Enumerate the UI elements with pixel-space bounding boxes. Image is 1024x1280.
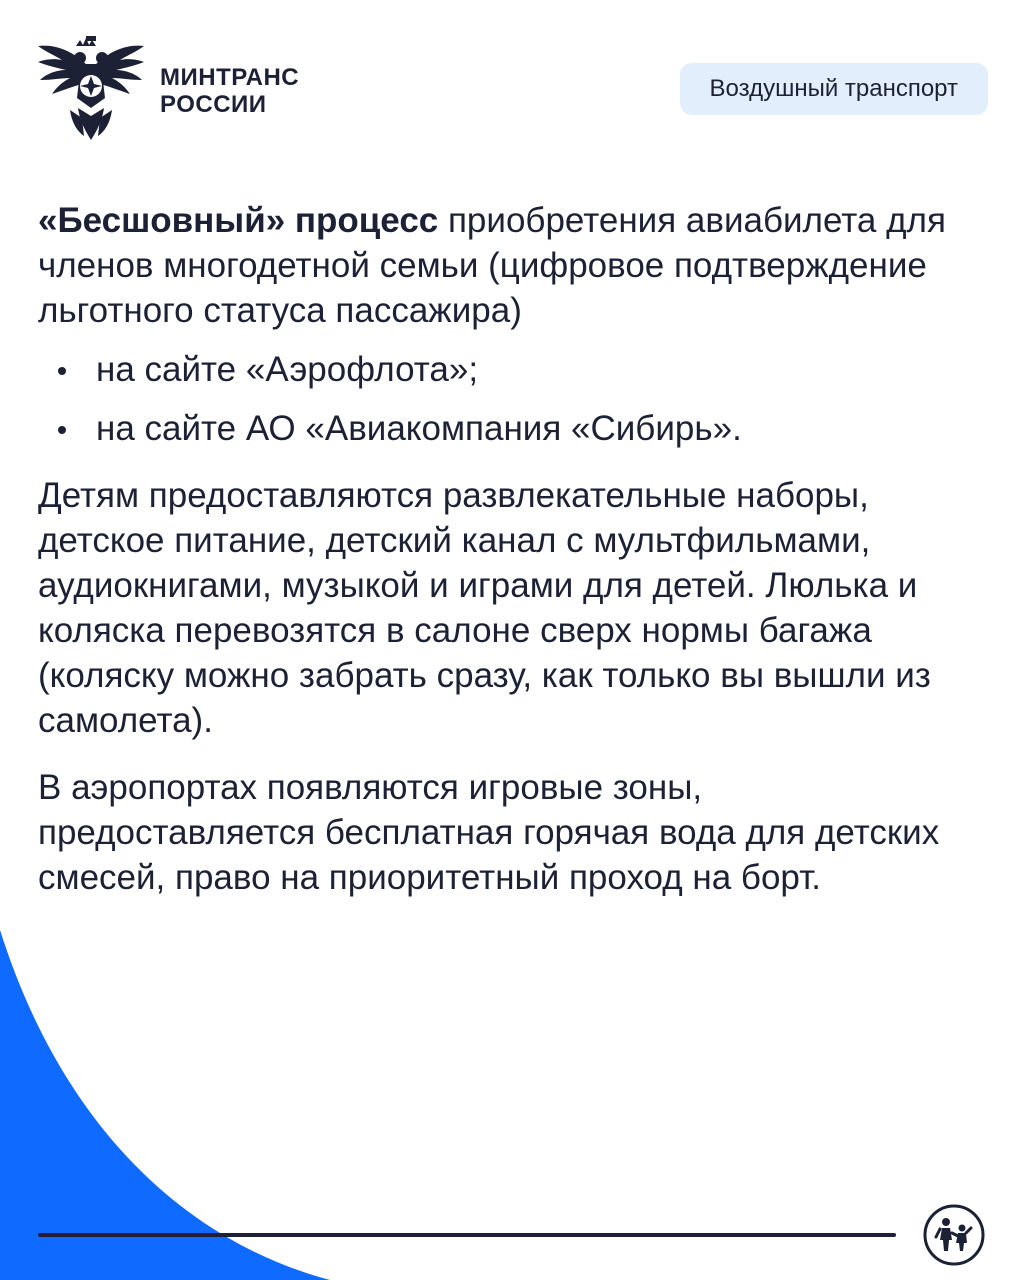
footer-divider bbox=[38, 1233, 896, 1237]
bullet-text: на сайте «Аэрофлота»; bbox=[96, 350, 479, 389]
bullet-dot bbox=[58, 367, 66, 375]
bullet-dot bbox=[58, 426, 66, 434]
children-services-paragraph: Детям предоставляются развлекательные наборы, детское питание, детский канал с мультфильмами, аудиокнигами, музыкой и играми для детей. Люлька и коляска перевозятся в салоне сверх нормы багажа (коляску можно забрать сразу, как только вы вышли из самолета). bbox=[38, 476, 931, 740]
bullet-item bbox=[38, 347, 988, 392]
family-icon bbox=[922, 1203, 986, 1267]
category-badge: Воздушный транспорт bbox=[680, 63, 989, 115]
brand-name bbox=[160, 64, 299, 118]
bullet-item bbox=[38, 406, 988, 451]
brand-line-1: МИНТРАНС bbox=[160, 64, 300, 91]
header bbox=[36, 36, 988, 146]
intro-paragraph bbox=[38, 198, 988, 333]
main-content bbox=[38, 198, 988, 900]
bullet-text: на сайте АО «Авиакомпания «Сибирь». bbox=[96, 409, 742, 448]
intro-bold-text: «Бесшовный» процесс bbox=[38, 201, 439, 240]
intro-text: приобретения авиабилета для членов многодетной семьи (цифровое подтверждение льготного статуса пассажира) bbox=[38, 201, 946, 330]
emblem-icon bbox=[36, 36, 146, 142]
bullet-list bbox=[38, 347, 988, 451]
brand-line-2: РОССИИ bbox=[160, 91, 267, 118]
airport-services-paragraph: В аэропортах появляются игровые зоны, предоставляется бесплатная горячая вода для детских смесей, право на приоритетный проход на борт. bbox=[38, 768, 940, 897]
